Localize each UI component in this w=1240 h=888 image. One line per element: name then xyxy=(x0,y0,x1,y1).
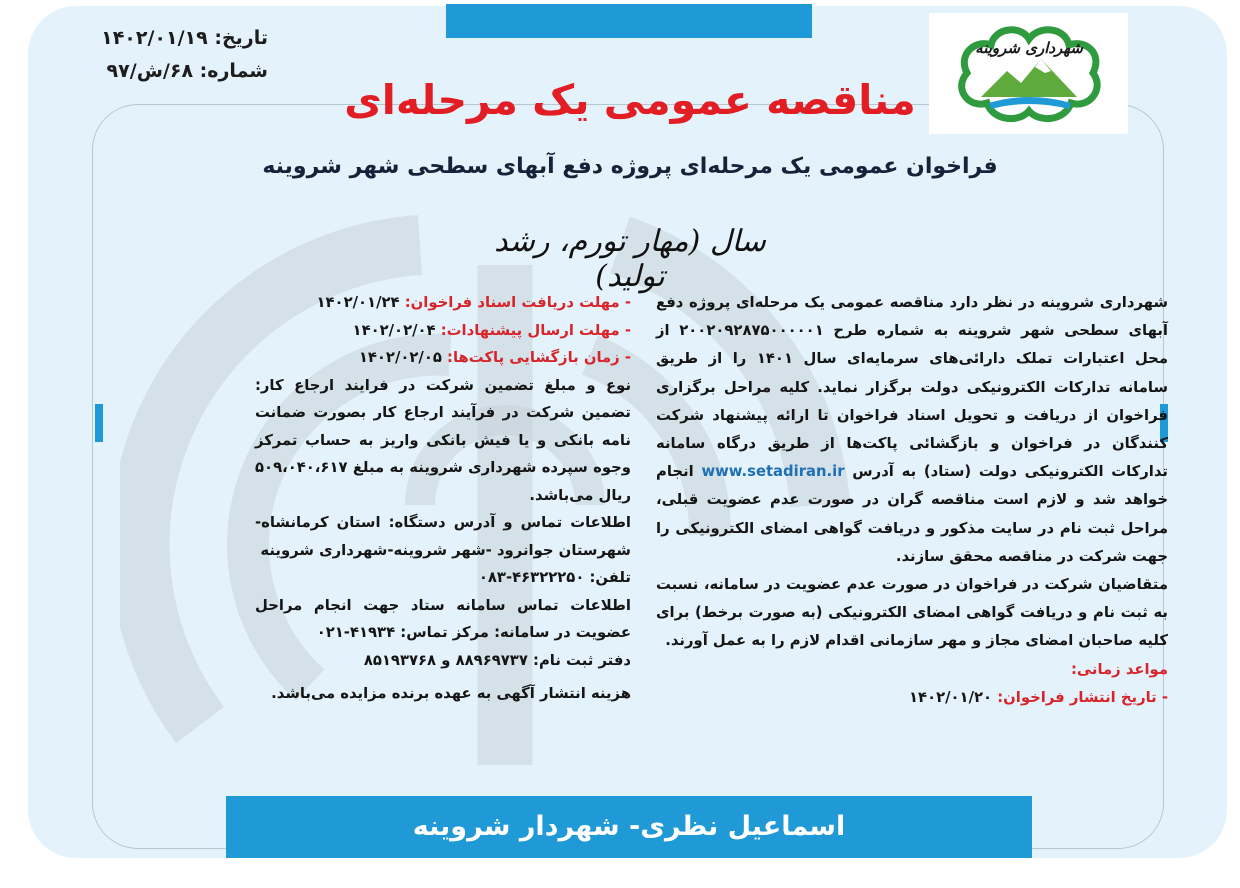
registration-office: دفتر ثبت نام: ۸۸۹۶۹۷۳۷ و ۸۵۱۹۳۷۶۸ xyxy=(363,651,631,669)
cost-note: هزینه انتشار آگهی به عهده برنده مزایده می‌باشد. xyxy=(271,685,631,702)
top-accent-band xyxy=(446,4,812,38)
doc-deadline-line xyxy=(255,289,631,317)
page-title: مناقصه عمومی یک مرحله‌ای xyxy=(344,76,916,124)
signature-text: اسماعیل نظری- شهردار شروینه xyxy=(412,811,846,842)
signature-band xyxy=(226,796,1032,858)
left-column-text xyxy=(255,289,631,708)
date-number-block xyxy=(88,22,268,88)
registration-paragraph: متقاضیان شرکت در فراخوان در صورت عدم عضویت در سامانه، نسبت به ثبت نام و دریافت گواهی امضای الکترونیکی (به صورت برخط) برای کلیه صاحبان امضای مجاز و مهر سازمانی اقدام لازم را به عمل آورند. xyxy=(656,576,1168,650)
submit-deadline-value: ۱۴۰۲/۰۲/۰۴ xyxy=(352,321,436,339)
doc-deadline-value: ۱۴۰۲/۰۱/۲۴ xyxy=(316,294,400,311)
schedule-heading: مواعد زمانی: xyxy=(1071,660,1168,678)
svg-text:شهرداری شروینه: شهرداری شروینه xyxy=(975,39,1083,57)
opening-label: - زمان بازگشایی پاکت‌ها: xyxy=(447,349,631,366)
phone-line: تلفن: ۴۶۳۲۲۲۵۰-۰۸۳ xyxy=(478,569,631,586)
right-column-text xyxy=(656,289,1168,712)
date-line: تاریخ: ۱۴۰۲/۰۱/۱۹ xyxy=(101,27,268,49)
publish-date-line xyxy=(656,684,1168,712)
submit-deadline-label: - مهلت ارسال پیشنهادات: xyxy=(440,321,631,339)
municipality-logo xyxy=(929,13,1128,134)
guarantee-paragraph: نوع و مبلغ تضمین شرکت در فرایند ارجاع کار: تضمین شرکت در فرآیند ارجاع کار بصورت ضمانت نامه بانکی و یا فیش بانکی واریز به حساب تمرکز وجوه سپرده شهرداری شروینه به مبلغ ۵۰۹،۰۴۰،۶۱۷ ریال می‌باشد. xyxy=(255,376,631,504)
opening-line xyxy=(255,344,631,372)
intro-paragraph xyxy=(656,289,1168,571)
submit-deadline-line xyxy=(255,317,631,345)
intro-text-part2: انجام خواهد شد و لازم است مناقصه گران در صورت عدم عضویت قبلی، مراحل ثبت نام در سایت مذکور و دریافت گواهی امضای الکترونیکی را جهت شرکت در مناقصه محقق سازند. xyxy=(656,463,1168,565)
year-slogan: سال (مهار تورم، رشد تولید) xyxy=(494,224,766,294)
left-edge-tick xyxy=(95,404,103,442)
contact-address: اطلاعات تماس و آدرس دستگاه: استان کرمانشاه-شهرستان جوانرود -شهر شروینه-شهرداری شروینه xyxy=(255,514,631,559)
opening-value: ۱۴۰۲/۰۲/۰۵ xyxy=(358,349,442,366)
setad-website-link[interactable]: www.setadiran.ir xyxy=(701,463,845,481)
intro-text-part1: شهرداری شروینه در نظر دارد مناقصه عمومی یک مرحله‌ای پروژه دفع آبهای سطحی شهر شروینه به شماره طرح ۲۰۰۲۰۹۲۸۷۵۰۰۰۰۰۱ از محل اعتبارات تملک دارائی‌های سرمایه‌ای سال ۱۴۰۱ را از طریق سامانه تدارکات الکترونیکی دولت برگزار نماید. کلیه مراحل برگزاری فراخوان از دریافت و تحویل اسناد فراخوان تا ارائه پیشنهاد شرکت کنندگان در فراخوان و بازگشائی پاکت‌ها از طریق درگاه سامانه تدارکات الکترونیکی دولت (ستاد) به آدرس xyxy=(656,294,1168,481)
publish-date-label: - تاریخ انتشار فراخوان: xyxy=(997,688,1168,706)
doc-deadline-label: - مهلت دریافت اسناد فراخوان: xyxy=(404,294,631,311)
page-subtitle: فراخوان عمومی یک مرحله‌ای پروژه دفع آبهای سطحی شهر شروینه xyxy=(262,154,998,179)
publish-date-value: ۱۴۰۲/۰۱/۲۰ xyxy=(909,688,993,706)
logo-emblem-icon xyxy=(929,13,1128,134)
number-line: شماره: ۶۸/ش/۹۷ xyxy=(106,60,268,82)
setad-contact: اطلاعات تماس سامانه ستاد جهت انجام مراحل عضویت در سامانه: مرکز تماس: ۴۱۹۳۴-۰۲۱ xyxy=(255,596,631,641)
